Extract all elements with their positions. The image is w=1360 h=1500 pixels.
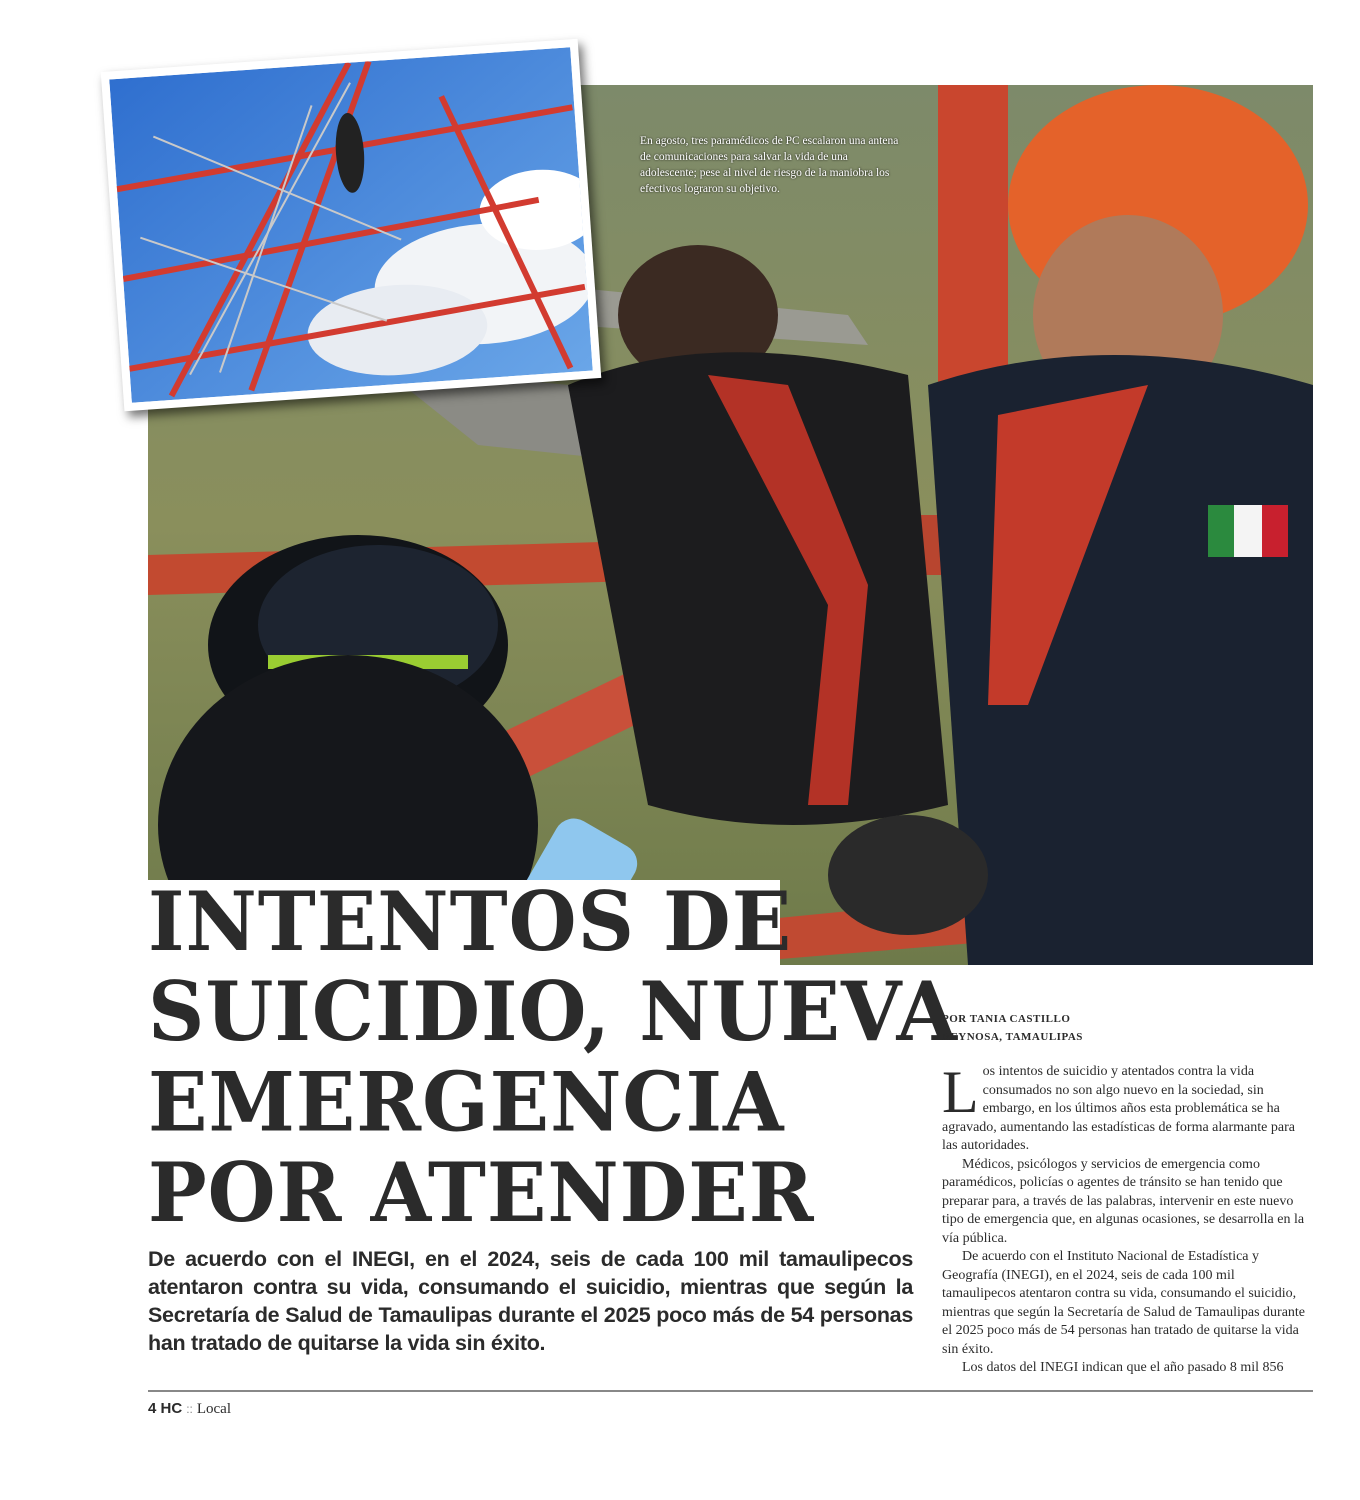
- footer-rule: [148, 1390, 1313, 1392]
- body-paragraph: De acuerdo con el Instituto Nacional de Estadística y Geografía (INEGI), en el 2024, seis de cada 100 mil tamaulipecos atentaron contra su vida, consumando el suicidio, mientras que según la Secretaría de Salud de Tamaulipas durante el 2025 poco más de 54 personas han tratado de quitarse la vida sin éxito.: [942, 1249, 1306, 1357]
- tower-climb-illustration: [109, 47, 592, 402]
- page-footer: [148, 1400, 231, 1418]
- footer-separator: ::: [186, 1402, 193, 1416]
- page-number: 4 HC: [148, 1400, 183, 1417]
- byline: [942, 1010, 1302, 1046]
- drop-cap: L: [942, 1059, 979, 1125]
- inset-photo: [101, 39, 602, 412]
- article-body: [942, 1059, 1312, 1378]
- article-deck: De acuerdo con el INEGI, en el 2024, seis de cada 100 mil tamaulipecos atentaron contra su vida, consumando el suicidio, mientras que según la Secretaría de Salud de Tamaulipas durante el 2025 poco más de 54 personas han tratado de quitarse la vida sin éxito.: [148, 1247, 913, 1355]
- headline-line: EMERGENCIA: [148, 1054, 785, 1151]
- section-name: Local: [196, 1401, 232, 1417]
- byline-location: REYNOSA, TAMAULIPAS: [942, 1031, 1083, 1043]
- body-paragraph: Los datos del INEGI indican que el año pasado 8 mil 856: [962, 1360, 1284, 1375]
- headline-line: INTENTOS DE: [148, 874, 793, 970]
- body-paragraph-text: os intentos de suicidio y atentados contra la vida consumados no son algo nuevo en la sociedad, sin embargo, en los últimos años esta problemática se ha agravado, aumentando las estadísticas de forma alarmante para las autoridades.: [942, 1064, 1295, 1153]
- byline-author: POR TANIA CASTILLO: [942, 1013, 1071, 1025]
- headline-line: SUICIDIO, NUEVA: [148, 964, 958, 1061]
- headline: [148, 874, 958, 1241]
- photo-caption: En agosto, tres paramédicos de PC escalaron una antena de comunicaciones para salvar la vida de una adolescente; pese al nivel de riesgo de la maniobra los efectivos lograron su objetivo.: [640, 135, 899, 195]
- body-paragraph: [942, 1059, 1312, 1156]
- headline-line: POR ATENDER: [148, 1145, 815, 1241]
- body-paragraph: Médicos, psicólogos y servicios de emergencia como paramédicos, policías o agentes de tránsito se han tenido que preparar para, a través de las palabras, intervenir en este nuevo tipo de emergencia que, en algunas ocasiones, se desarrolla en la vía pública.: [942, 1156, 1305, 1246]
